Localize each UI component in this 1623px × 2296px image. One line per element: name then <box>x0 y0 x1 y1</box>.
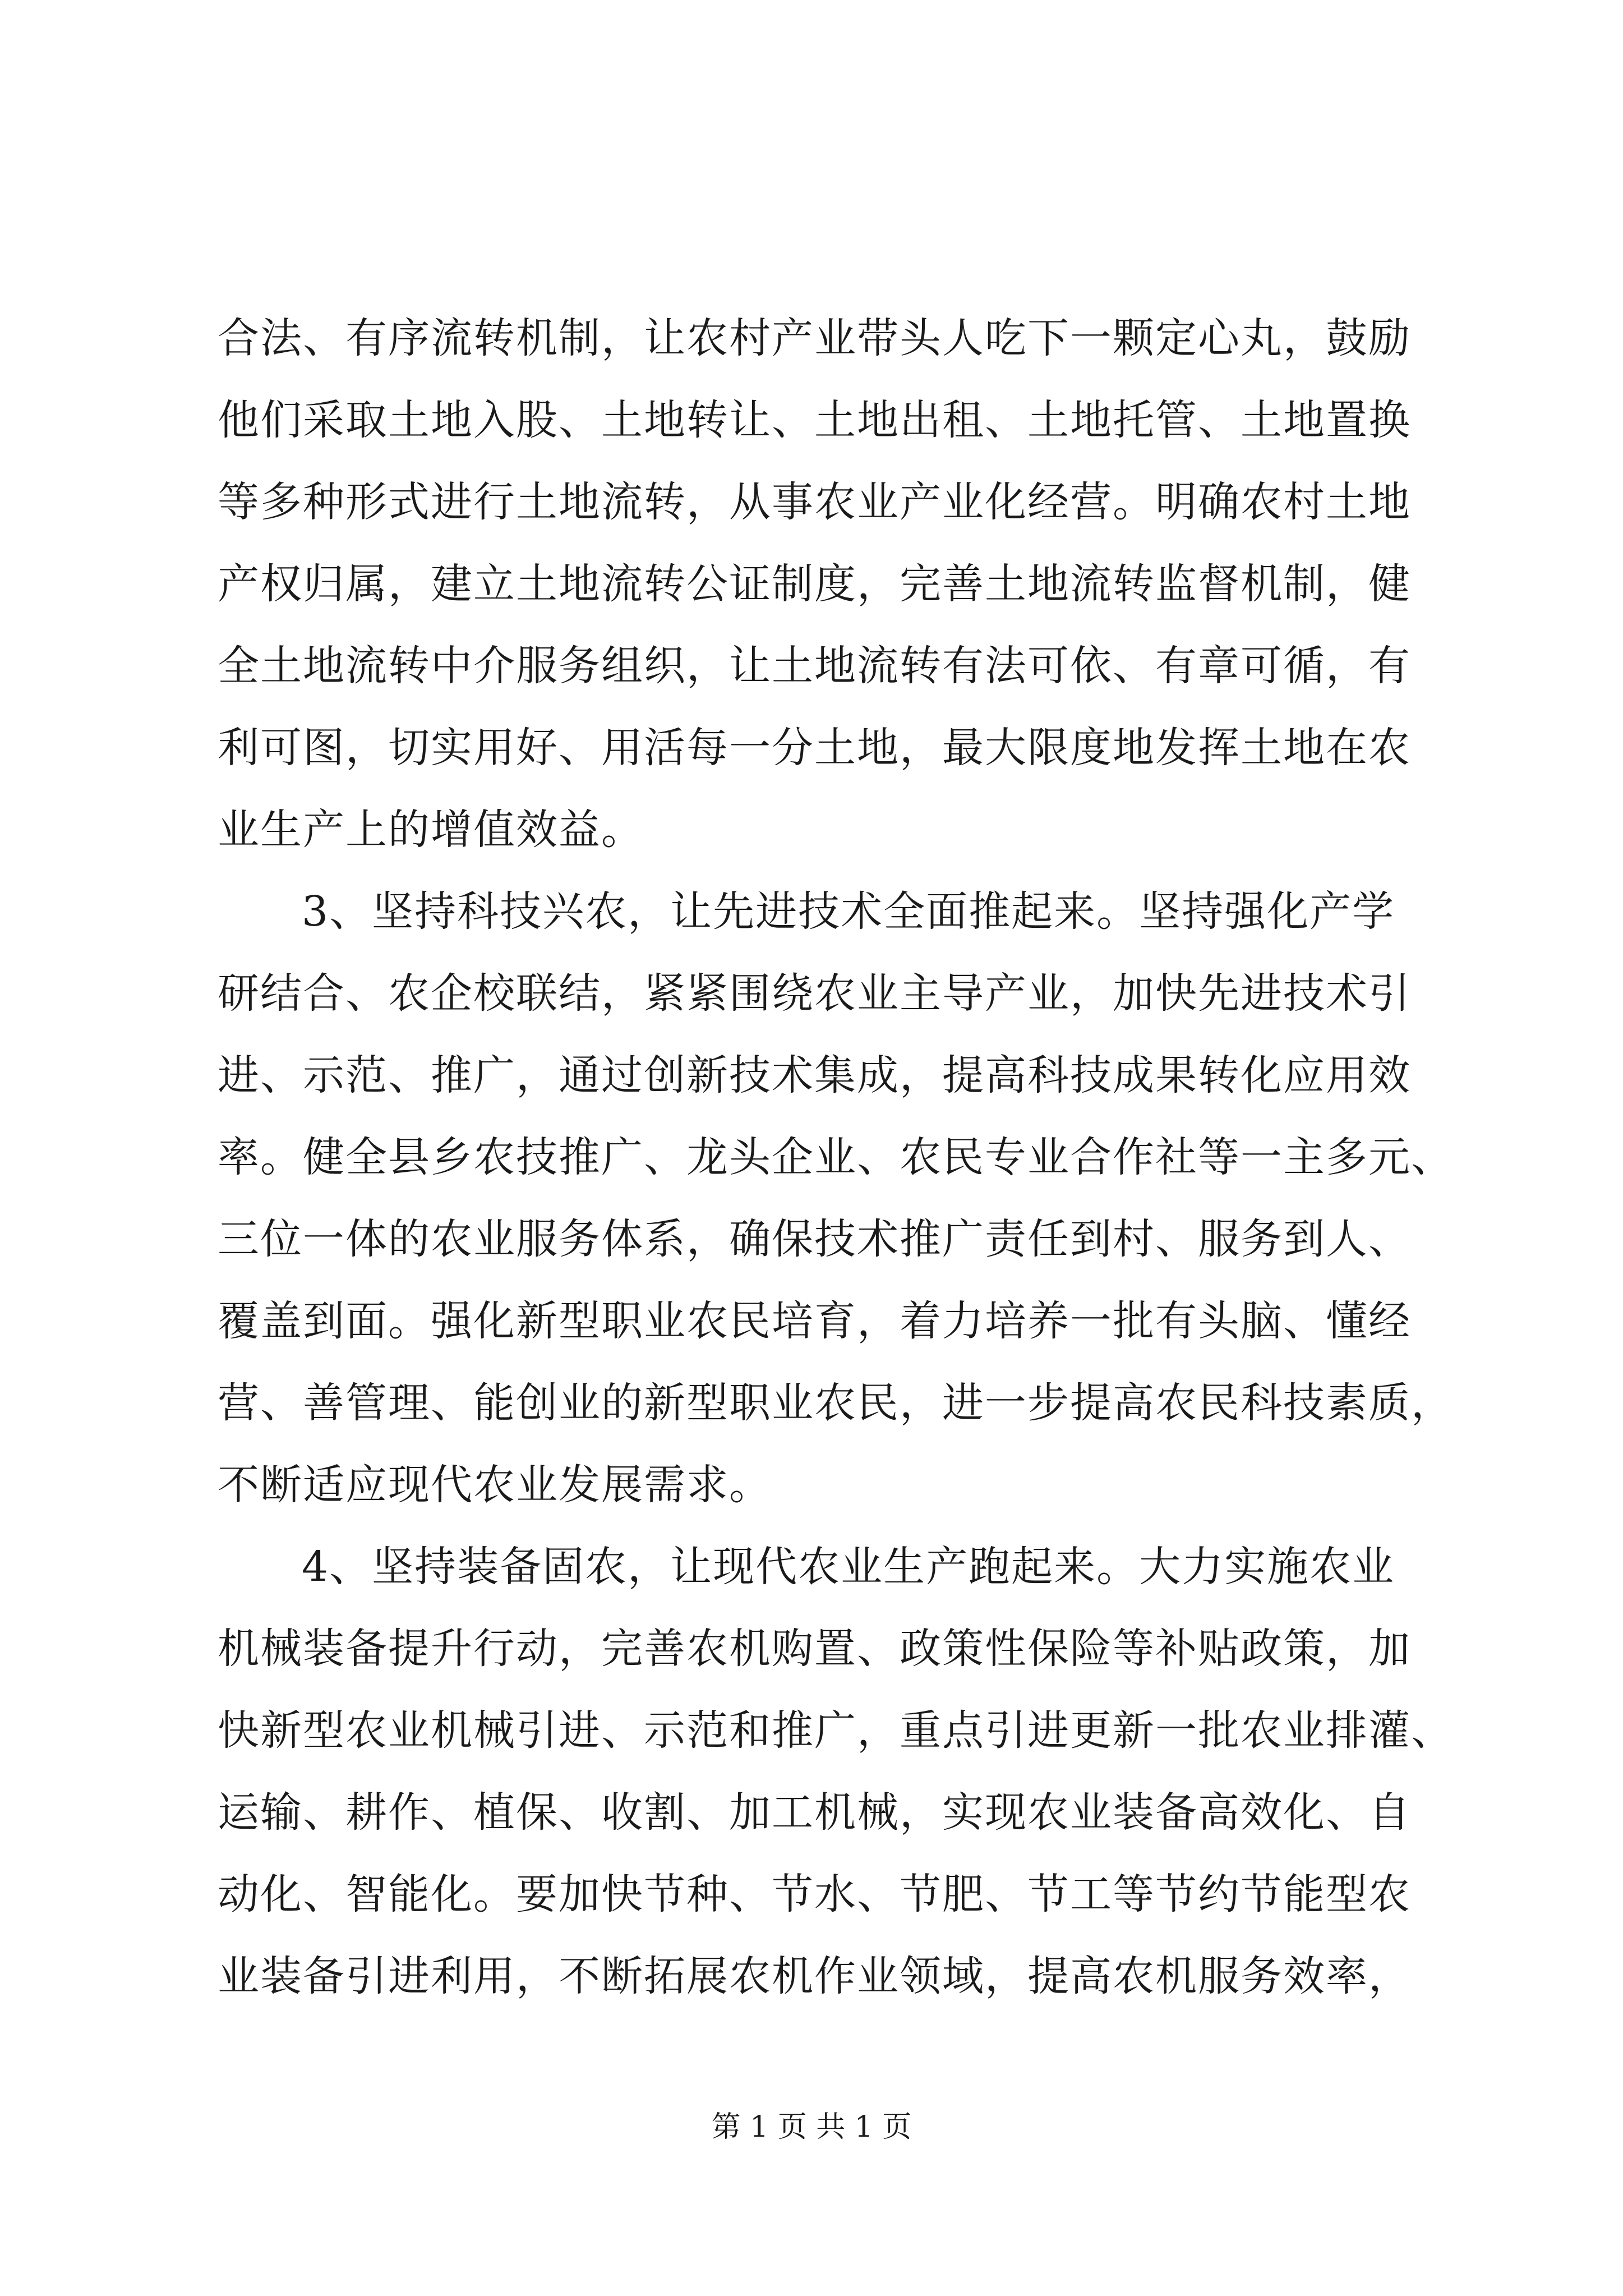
text-line: 产权归属，建立土地流转公证制度，完善土地流转监督机制，健 <box>218 560 1411 608</box>
text-line: 全土地流转中介服务组织，让土地流转有法可依、有章可循，有 <box>218 642 1411 690</box>
body-text <box>218 297 1454 2017</box>
text-line: 等多种形式进行土地流转，从事农业产业化经营。明确农村土地 <box>218 478 1411 526</box>
text-line: 他们采取土地入股、土地转让、土地出租、土地托管、土地置换 <box>218 396 1411 444</box>
text-line: 业生产上的增值效益。 <box>218 806 644 854</box>
text-line: 不断适应现代农业发展需求。 <box>218 1461 772 1509</box>
text-line: 机械装备提升行动，完善农机购置、政策性保险等补贴政策，加 <box>218 1625 1411 1673</box>
text-line: 动化、智能化。要加快节种、节水、节肥、节工等节约节能型农 <box>218 1870 1411 1918</box>
text-line: 快新型农业机械引进、示范和推广，重点引进更新一批农业排灌、 <box>218 1706 1454 1755</box>
text-line: 利可图，切实用好、用活每一分土地，最大限度地发挥土地在农 <box>218 724 1411 772</box>
text-line: 研结合、农企校联结，紧紧围绕农业主导产业，加快先进技术引 <box>218 969 1411 1018</box>
paragraph-start-line: 3、坚持科技兴农，让先进技术全面推起来。坚持强化产学 <box>302 887 1395 936</box>
text-line: 进、示范、推广，通过创新技术集成，提高科技成果转化应用效 <box>218 1051 1411 1099</box>
paragraph-start-line: 4、坚持装备固农，让现代农业生产跑起来。大力实施农业 <box>302 1543 1395 1591</box>
text-line: 营、善管理、能创业的新型职业农民，进一步提高农民科技素质， <box>218 1379 1454 1427</box>
page-footer: 第 1 页 共 1 页 <box>711 2110 912 2144</box>
text-line: 覆盖到面。强化新型职业农民培育，着力培养一批有头脑、懂经 <box>218 1297 1411 1345</box>
text-line: 合法、有序流转机制，让农村产业带头人吃下一颗定心丸，鼓励 <box>218 314 1411 362</box>
text-line: 三位一体的农业服务体系，确保技术推广责任到村、服务到人、 <box>218 1215 1411 1263</box>
text-line: 运输、耕作、植保、收割、加工机械，实现农业装备高效化、自 <box>218 1788 1411 1837</box>
text-line: 率。健全县乡农技推广、龙头企业、农民专业合作社等一主多元、 <box>218 1133 1454 1181</box>
text-line: 业装备引进利用，不断拓展农机作业领域，提高农机服务效率， <box>218 1952 1411 2000</box>
